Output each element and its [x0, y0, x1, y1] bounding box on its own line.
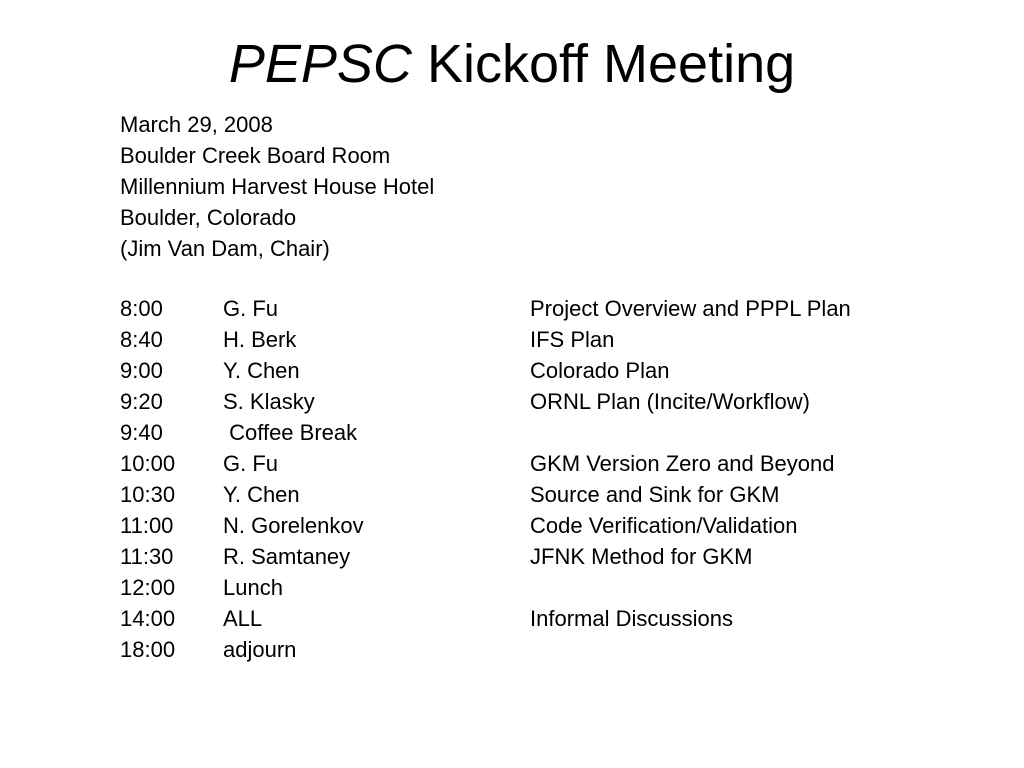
- agenda-topic: JFNK Method for GKM: [530, 544, 753, 569]
- meeting-room: Boulder Creek Board Room: [120, 143, 391, 168]
- agenda-time: 8:00: [120, 296, 163, 321]
- agenda-row: [120, 634, 920, 665]
- agenda-speaker: Y. Chen: [223, 482, 300, 507]
- title-text: Kickoff Meeting: [411, 34, 796, 94]
- agenda-time: 11:00: [120, 513, 174, 538]
- agenda-row: [120, 417, 920, 448]
- agenda-speaker: ALL: [223, 606, 263, 631]
- meeting-info: [120, 109, 434, 264]
- agenda-speaker: G. Fu: [223, 451, 279, 476]
- agenda-speaker: S. Klasky: [223, 389, 315, 414]
- agenda-speaker: H. Berk: [223, 327, 297, 352]
- agenda-row: [120, 448, 920, 479]
- meeting-venue: Millennium Harvest House Hotel: [120, 174, 435, 199]
- meeting-city: Boulder, Colorado: [120, 205, 297, 230]
- agenda-topic: Project Overview and PPPL Plan: [530, 296, 851, 321]
- agenda-table: [120, 293, 920, 665]
- agenda-speaker: R. Samtaney: [223, 544, 351, 569]
- agenda-topic: ORNL Plan (Incite/Workflow): [530, 389, 810, 414]
- agenda-time: 9:00: [120, 358, 163, 383]
- agenda-time: 8:40: [120, 327, 163, 352]
- agenda-row: [120, 355, 920, 386]
- agenda-time: 14:00: [120, 606, 176, 631]
- title-acronym: PEPSC: [228, 34, 412, 94]
- agenda-row: [120, 479, 920, 510]
- meeting-date: March 29, 2008: [120, 112, 273, 137]
- agenda-time: 9:20: [120, 389, 163, 414]
- agenda-time: 18:00: [120, 637, 176, 662]
- agenda-row: [120, 510, 920, 541]
- agenda-row: [120, 541, 920, 572]
- agenda-topic: Source and Sink for GKM: [530, 482, 780, 507]
- agenda-speaker: Lunch: [223, 575, 283, 600]
- agenda-topic: Informal Discussions: [530, 606, 733, 631]
- agenda-topic: GKM Version Zero and Beyond: [530, 451, 835, 476]
- agenda-speaker: Coffee Break: [223, 420, 358, 445]
- agenda-time: 10:30: [120, 482, 176, 507]
- agenda-topic: Code Verification/Validation: [530, 513, 798, 538]
- agenda-topic: IFS Plan: [530, 327, 615, 352]
- agenda-speaker: adjourn: [223, 637, 297, 662]
- agenda-speaker: N. Gorelenkov: [223, 513, 364, 538]
- agenda-time: 12:00: [120, 575, 176, 600]
- agenda-time: 9:40: [120, 420, 163, 445]
- agenda-topic: Colorado Plan: [530, 358, 670, 383]
- agenda-row: [120, 386, 920, 417]
- slide-title: [0, 31, 1024, 97]
- agenda-time: 10:00: [120, 451, 176, 476]
- agenda-speaker: Y. Chen: [223, 358, 300, 383]
- agenda-row: [120, 293, 920, 324]
- agenda-row: [120, 324, 920, 355]
- agenda-row: [120, 572, 920, 603]
- agenda-speaker: G. Fu: [223, 296, 279, 321]
- agenda-time: 11:30: [120, 544, 174, 569]
- meeting-chair: (Jim Van Dam, Chair): [120, 236, 330, 261]
- agenda-row: [120, 603, 920, 634]
